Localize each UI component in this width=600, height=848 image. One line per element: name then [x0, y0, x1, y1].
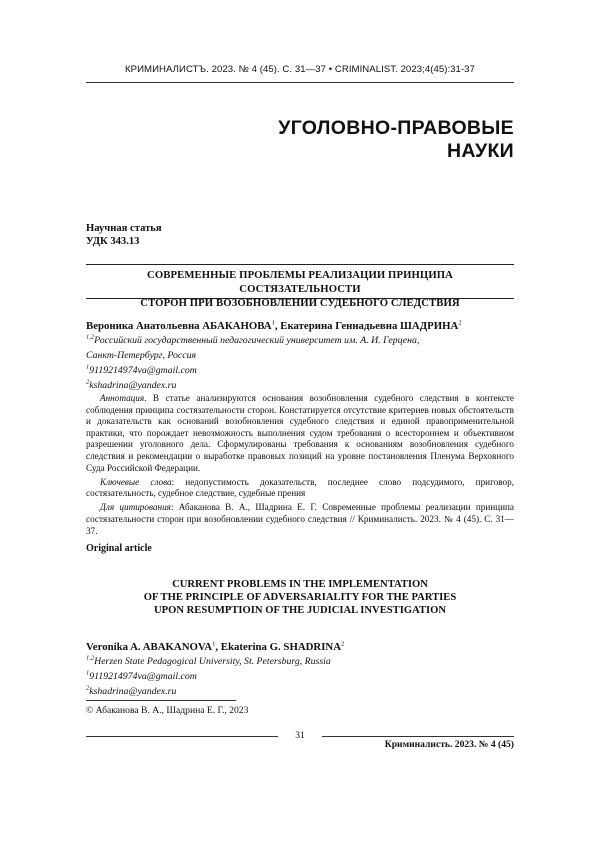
en-aff-sup: 1,2	[86, 654, 95, 662]
citation-text: : Абаканова В. А., Шадрина Е. Г. Современные проблемы реализации принципа состязательности сторон при возобновлении судебного следствия // Криминалисть. 2023. № 4 (45). С. 31—37.	[86, 502, 514, 536]
citation-label: Для цитирования	[100, 502, 171, 513]
annotation-label: Аннотация	[100, 393, 145, 403]
original-article-label: Original article	[86, 543, 152, 554]
en-email-2-sup: 2	[86, 684, 90, 692]
annotation-paragraph	[86, 393, 514, 474]
keywords-label: Ключевые слова	[100, 476, 172, 487]
en-title-line-3: UPON RESUMPTIOIN OF THE JUDICIAL INVESTIGATION	[153, 605, 447, 616]
en-article-title	[86, 578, 514, 617]
title-rule-top	[86, 264, 514, 265]
en-authors	[86, 640, 514, 654]
en-title-line-1: CURRENT PROBLEMS IN THE IMPLEMENTATION	[172, 579, 428, 590]
page-number: 31	[295, 730, 305, 741]
en-email-1	[86, 669, 514, 684]
ru-email-2-text: kshadrina@yandex.ru	[89, 380, 177, 391]
ru-title-line-2: СТОРОН ПРИ ВОЗОБНОВЛЕНИИ СУДЕБНОГО СЛЕДСТВИЯ	[140, 297, 460, 309]
ru-author-1-sup: 1	[271, 319, 275, 327]
copyright-notice: © Абаканова В. А., Шадрина Е. Г., 2023	[86, 705, 249, 716]
en-email-2	[86, 684, 514, 699]
ru-article-title	[86, 268, 514, 310]
ru-title-line-1: СОВРЕМЕННЫЕ ПРОБЛЕМЫ РЕАЛИЗАЦИИ ПРИНЦИПА СОСТЯЗАТЕЛЬНОСТИ	[147, 269, 453, 295]
udc-code: УДК 343.13	[86, 236, 140, 247]
en-author-2: Ekaterina G. SHADRINA	[220, 641, 342, 653]
en-author-1-sup: 1	[212, 640, 216, 648]
en-email-2-text: kshadrina@yandex.ru	[89, 686, 177, 697]
ru-author-2: Екатерина Геннадьевна ШАДРИНА	[280, 320, 459, 332]
citation-paragraph	[86, 502, 514, 537]
section-title	[278, 117, 514, 163]
en-author-1: Veronika A. ABAKANOVA	[86, 641, 213, 653]
en-email-1-sup: 1	[86, 669, 90, 677]
ru-email-2-sup: 2	[86, 378, 90, 386]
copyright-rule	[86, 700, 236, 701]
ru-author-separator: ,	[274, 320, 281, 332]
ru-author-2-sup: 2	[458, 319, 462, 327]
article-meta	[86, 222, 162, 248]
en-aff-text-1: Herzen State Pedagogical University, St. Petersburg, Russia	[94, 656, 331, 667]
en-email-1-text: 9119214974va@gmail.com	[89, 671, 197, 682]
en-affiliation	[86, 654, 514, 699]
ru-email-2	[86, 378, 514, 393]
ru-email-1-sup: 1	[86, 363, 90, 371]
article-type: Научная статья	[86, 223, 162, 234]
keywords-text: : недопустимость доказательств, последнее слово подсудимого, приговор, состязательность, судебное следствие, судебные прения	[86, 476, 514, 499]
en-author-2-sup: 2	[341, 640, 345, 648]
ru-affiliation-line-1	[86, 333, 514, 348]
title-rule-bottom	[86, 298, 514, 299]
running-header: КРИМИНАЛИСТЪ. 2023. № 4 (45). С. 31—37 • CRIMINALIST. 2023;4(45):31-37	[125, 64, 475, 75]
footer-rule-right	[322, 736, 514, 737]
section-title-line-2: НАУКИ	[447, 140, 514, 162]
ru-authors	[86, 319, 514, 333]
ru-email-1-text: 9119214974va@gmail.com	[89, 365, 197, 376]
en-affiliation-line-1	[86, 654, 514, 669]
en-title-line-2: OF THE PRINCIPLE OF ADVERSARIALITY FOR THE PARTIES	[143, 592, 457, 603]
footer-rule-left	[86, 736, 278, 737]
ru-affiliation-line-2: Санкт-Петербург, Россия	[86, 350, 197, 361]
annotation-text: . В статье анализируются основания возобновления судебного следствия в контексте соблюдения принципа состязательности сторон. Констатируется отсутствие критериев новых обстоятельств и доказательств как оснований возобновления судебного следствия и единой правоприменительной практики, что порождает невозможность выполнения судом требования о всестороннем и объективном разрешении уголовного дела. Сформулированы требования к основаниям возобновления судебного следствия и рекомендации о выработке правовых позиций на уровне постановления Пленума Верховного Суда Российской Федерации.	[86, 393, 514, 473]
footer-journal: Криминалисть. 2023. № 4 (45)	[384, 739, 514, 750]
header-rule	[86, 82, 514, 83]
ru-email-1	[86, 363, 514, 378]
section-title-line-1: УГОЛОВНО-ПРАВОВЫЕ	[278, 117, 514, 139]
ru-aff-sup: 1,2	[86, 333, 95, 341]
ru-affiliation	[86, 333, 514, 393]
abstract-block	[86, 393, 514, 540]
ru-author-1: Вероника Анатольевна АБАКАНОВА	[86, 320, 272, 332]
ru-aff-text-1: Российский государственный педагогический университет им. А. И. Герцена,	[94, 335, 420, 346]
keywords-paragraph	[86, 477, 514, 500]
en-author-separator: ,	[215, 641, 221, 653]
